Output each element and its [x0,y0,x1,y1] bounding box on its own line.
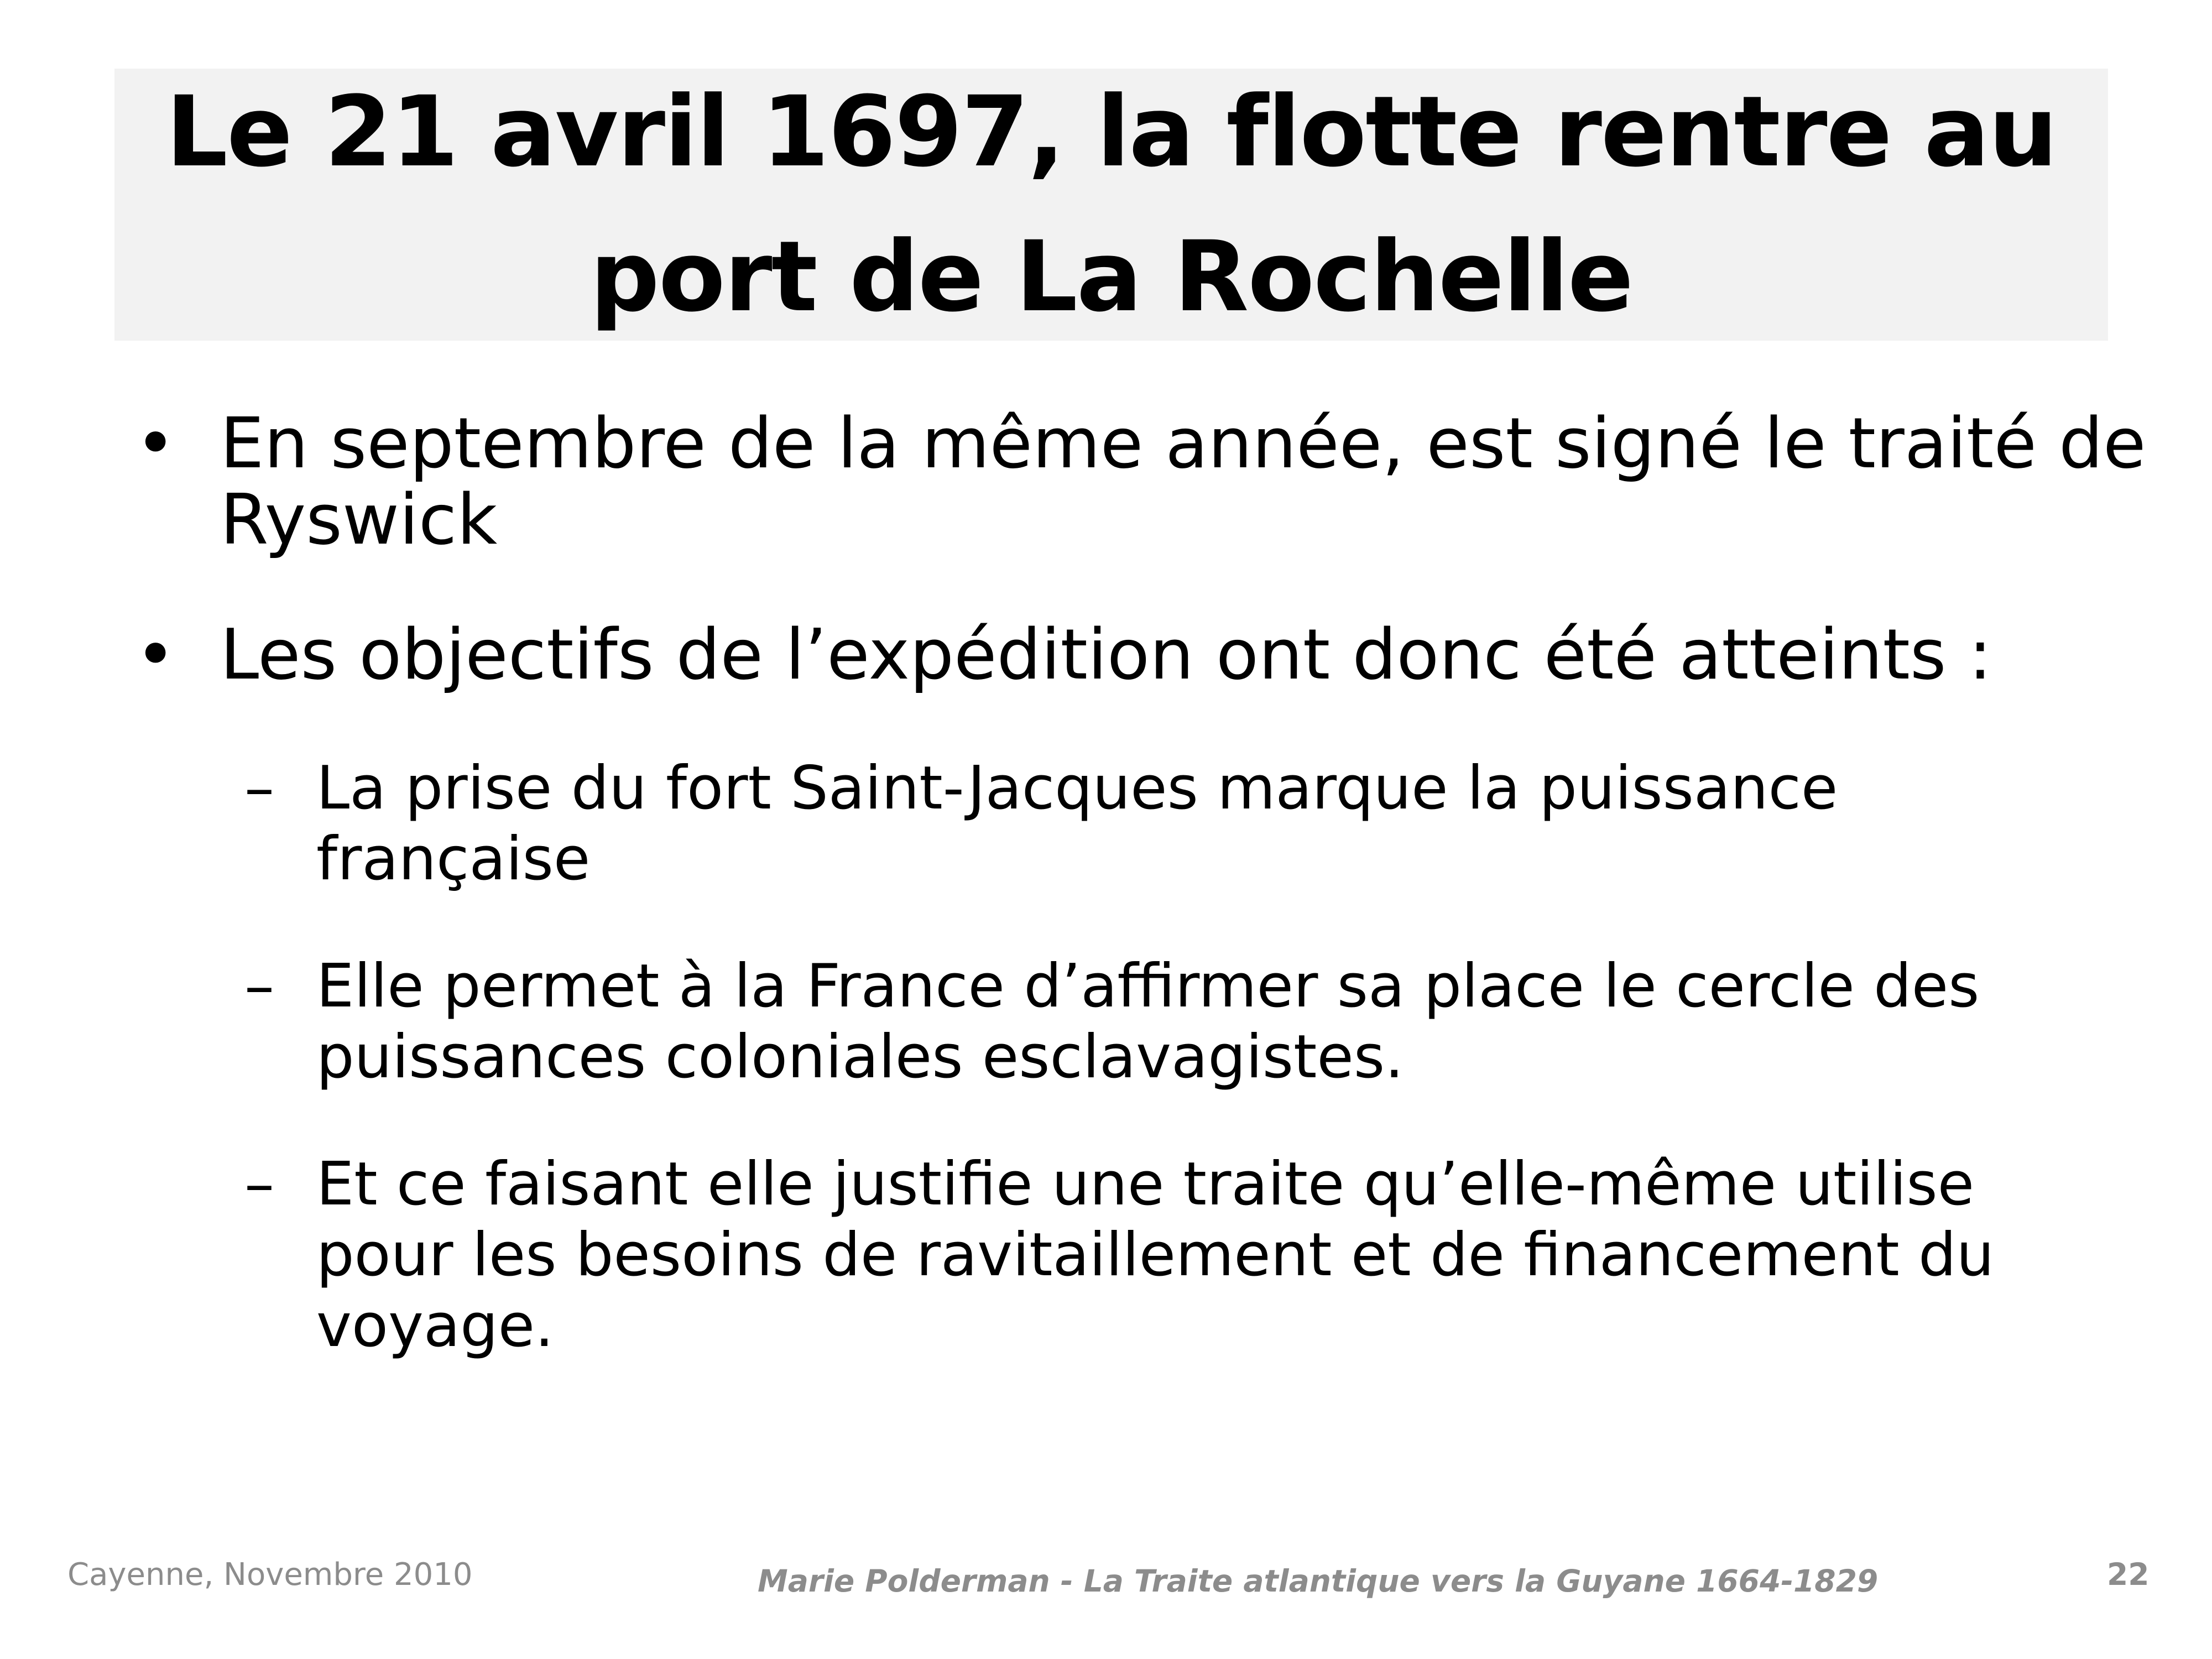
sub-bullet-marker: – [244,1150,274,1219]
bullet-marker: • [135,614,176,695]
bullet-marker: • [135,403,176,484]
slide-title-line: Le 21 avril 1697, la flotte rentre au [165,75,2057,189]
footer-title: Marie Polderman - La Traite atlantique vers la Guyane 1664-1829 [758,1563,1879,1599]
slide-title-line: port de La Rochelle [589,220,1633,333]
footer-date: Cayenne, Novembre 2010 [67,1557,473,1593]
bullet-text-line: Les objectifs de l’expédition ont donc été atteints : [220,614,1992,695]
sub-bullet-text-line: voyage. [316,1291,554,1360]
sub-bullet-text-line: française [316,825,591,894]
sub-bullet-text-line: Et ce faisant elle justifie une traite qu’elle-même utilise [316,1150,1975,1219]
sub-bullet-marker: – [244,952,274,1021]
sub-bullet-text-line: pour les besoins de ravitaillement et de financement du [316,1220,1995,1290]
sub-bullet-text-line: La prise du fort Saint-Jacques marque la puissance [316,754,1838,823]
bullet-text-line: Ryswick [220,479,498,560]
sub-bullet-marker: – [244,754,274,823]
sub-bullet-text-line: puissances coloniales esclavagistes. [316,1022,1404,1092]
page-number: 22 [2107,1557,2150,1592]
sub-bullet-text-line: Elle permet à la France d’affirmer sa place le cercle des [316,952,1980,1021]
bullet-text-line: En septembre de la même année, est signé le traité de [220,403,2146,484]
